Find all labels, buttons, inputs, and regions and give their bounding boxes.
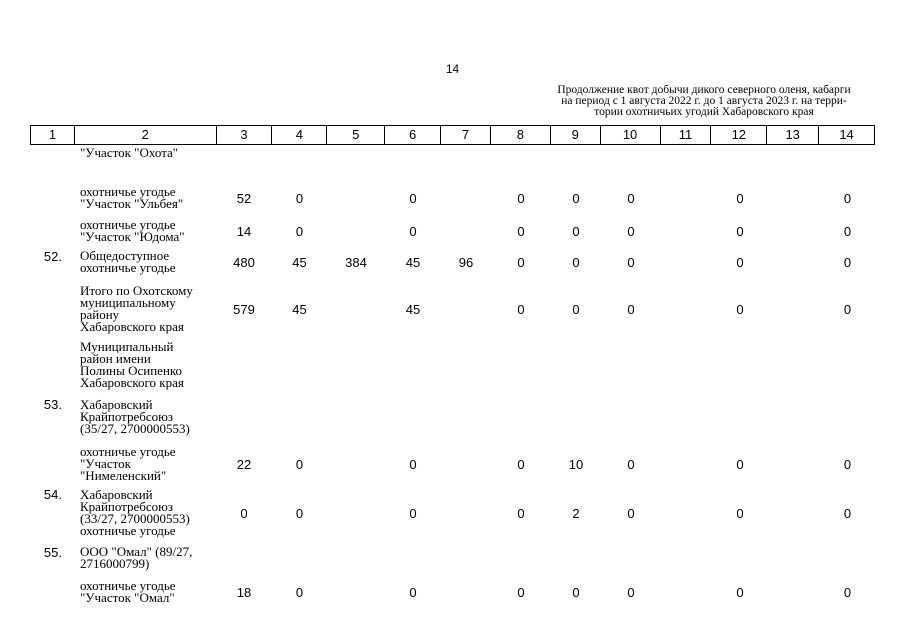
value-cell: 0 xyxy=(517,584,525,600)
row-name-line: Полины Осипенко xyxy=(80,363,183,378)
row-name-line: Итого по Охотскому xyxy=(80,283,193,298)
header-cell: 4 xyxy=(272,126,327,144)
table-row xyxy=(30,283,875,335)
table-row xyxy=(30,185,875,211)
row-name-line: "Участок "Ульбея" xyxy=(80,196,184,211)
table-row xyxy=(30,339,875,391)
value-cell: 0 xyxy=(409,190,417,206)
row-name-line: "Участок "Омал" xyxy=(80,590,175,605)
table-row xyxy=(30,397,875,437)
value-cell: 0 xyxy=(843,223,852,239)
row-name-line: Крайпотребсоюз xyxy=(80,409,174,424)
value-cell: 2 xyxy=(572,505,580,521)
value-cell: 0 xyxy=(627,456,635,472)
value-cell: 0 xyxy=(843,456,852,472)
row-name-line: охотничье угодье xyxy=(80,184,176,199)
row-name xyxy=(74,399,216,435)
header-cell: 11 xyxy=(661,126,712,144)
table-row xyxy=(30,545,875,571)
value-cell: 0 xyxy=(627,301,635,317)
row-name-line: Хабаровского края xyxy=(80,375,184,390)
table-row xyxy=(30,445,875,483)
row-name-line: 2716000799) xyxy=(80,556,150,571)
row-name xyxy=(74,285,216,333)
header-cell: 6 xyxy=(385,126,441,144)
value-cell: 0 xyxy=(627,223,635,239)
table-caption xyxy=(533,85,875,118)
value-cell: 45 xyxy=(292,254,307,270)
header-cell: 10 xyxy=(601,126,661,144)
value-cell: 45 xyxy=(405,301,421,317)
row-number: 53. xyxy=(43,397,62,412)
row-name xyxy=(74,580,216,604)
value-cell: 579 xyxy=(233,301,255,317)
header-cell: 8 xyxy=(491,126,551,144)
row-name-line: охотничье угодье xyxy=(80,444,176,459)
row-name xyxy=(74,446,216,482)
row-name-line: Хабаровский xyxy=(80,397,153,412)
value-cell: 0 xyxy=(627,254,635,270)
value-cell: 0 xyxy=(736,584,744,600)
header-row xyxy=(30,125,875,145)
header-cell: 13 xyxy=(767,126,819,144)
value-cell: 0 xyxy=(843,301,852,317)
row-name-line: Муниципальный xyxy=(80,339,174,354)
row-name-line: Крайпотребсоюз xyxy=(80,499,174,514)
caption-line: Продолжение квот добычи дикого северного оленя, кабарги xyxy=(557,84,851,96)
row-name xyxy=(74,147,216,159)
header-cell: 9 xyxy=(551,126,601,144)
row-number: 54. xyxy=(43,487,62,502)
table-row xyxy=(30,218,875,244)
value-cell: 18 xyxy=(236,584,252,600)
value-cell: 0 xyxy=(517,505,525,521)
value-cell: 0 xyxy=(572,190,580,206)
table-body xyxy=(30,145,875,605)
row-name-line: охотничье угодье xyxy=(80,578,176,593)
row-name xyxy=(74,186,216,210)
value-cell: 384 xyxy=(345,254,367,270)
value-cell: 0 xyxy=(295,456,304,472)
row-name-line: охотничье угодье xyxy=(80,217,176,232)
value-cell: 0 xyxy=(572,254,580,270)
row-name-line: "Участок "Юдома" xyxy=(80,229,185,244)
value-cell: 0 xyxy=(409,456,417,472)
value-cell: 0 xyxy=(409,505,417,521)
value-cell: 0 xyxy=(572,301,580,317)
header-cell: 3 xyxy=(217,126,273,144)
value-cell: 0 xyxy=(843,254,852,270)
value-cell: 0 xyxy=(295,505,304,521)
row-number: 55. xyxy=(43,545,62,560)
value-cell: 0 xyxy=(295,223,304,239)
table-row xyxy=(30,249,875,275)
value-cell: 0 xyxy=(517,223,525,239)
row-name xyxy=(74,250,216,274)
value-cell: 0 xyxy=(409,584,417,600)
page-number: 14 xyxy=(445,62,460,76)
table-row xyxy=(30,579,875,605)
value-cell: 0 xyxy=(736,301,744,317)
value-cell: 10 xyxy=(568,456,584,472)
row-name-line: (33/27, 2700000553) xyxy=(80,511,190,526)
table-row xyxy=(30,487,875,539)
value-cell: 0 xyxy=(295,190,304,206)
value-cell: 0 xyxy=(517,301,525,317)
value-cell: 0 xyxy=(736,223,744,239)
value-cell: 0 xyxy=(295,584,304,600)
row-name-line: "Нимеленский" xyxy=(80,468,167,483)
caption-line: тории охотничьих угодий Хабаровского края xyxy=(594,106,814,118)
row-name-line: Хабаровского края xyxy=(80,319,184,334)
header-cell: 12 xyxy=(711,126,767,144)
row-name-line: Общедоступное xyxy=(80,248,170,263)
header-cell: 5 xyxy=(327,126,385,144)
value-cell: 96 xyxy=(458,254,474,270)
value-cell: 0 xyxy=(627,190,635,206)
value-cell: 45 xyxy=(405,254,421,270)
row-name-line: "Участок "Охота" xyxy=(80,145,179,160)
header-cell: 1 xyxy=(31,126,75,144)
row-name-line: ООО "Омал" (89/27, xyxy=(80,544,193,559)
row-name xyxy=(74,341,216,389)
table-row xyxy=(30,147,875,159)
header-cell: 14 xyxy=(839,127,854,142)
value-cell: 0 xyxy=(843,584,852,600)
value-cell: 0 xyxy=(240,505,248,521)
row-number: 52. xyxy=(43,249,62,264)
value-cell: 0 xyxy=(736,505,744,521)
value-cell: 0 xyxy=(627,584,635,600)
row-name-line: муниципальному xyxy=(80,295,176,310)
value-cell: 0 xyxy=(736,254,744,270)
value-cell: 0 xyxy=(409,223,417,239)
value-cell: 0 xyxy=(843,190,852,206)
value-cell: 0 xyxy=(843,505,852,521)
value-cell: 0 xyxy=(517,456,525,472)
value-cell: 0 xyxy=(572,584,580,600)
value-cell: 0 xyxy=(572,223,580,239)
row-name-line: "Участок xyxy=(80,456,131,471)
row-name-line: охотничье угодье xyxy=(80,523,176,538)
value-cell: 45 xyxy=(292,301,307,317)
row-name-line: району xyxy=(80,307,120,322)
value-cell: 0 xyxy=(736,456,744,472)
row-name-line: (35/27, 2700000553) xyxy=(80,421,190,436)
value-cell: 0 xyxy=(517,254,525,270)
row-name xyxy=(74,219,216,243)
caption-line: на период с 1 августа 2022 г. до 1 августа 2023 г. на терри- xyxy=(561,95,847,107)
row-name-line: Хабаровский xyxy=(80,487,153,502)
row-name-line: район имени xyxy=(80,351,151,366)
value-cell: 22 xyxy=(236,456,252,472)
row-name-line: охотничье угодье xyxy=(80,260,176,275)
header-cell: 2 xyxy=(75,126,217,144)
value-cell: 0 xyxy=(736,190,744,206)
value-cell: 14 xyxy=(236,223,252,239)
row-name xyxy=(74,489,216,537)
value-cell: 52 xyxy=(236,190,252,206)
value-cell: 0 xyxy=(627,505,635,521)
quota-table xyxy=(30,125,875,605)
header-cell: 7 xyxy=(441,126,491,144)
value-cell: 480 xyxy=(233,254,255,270)
value-cell: 0 xyxy=(517,190,525,206)
row-name xyxy=(74,546,216,570)
